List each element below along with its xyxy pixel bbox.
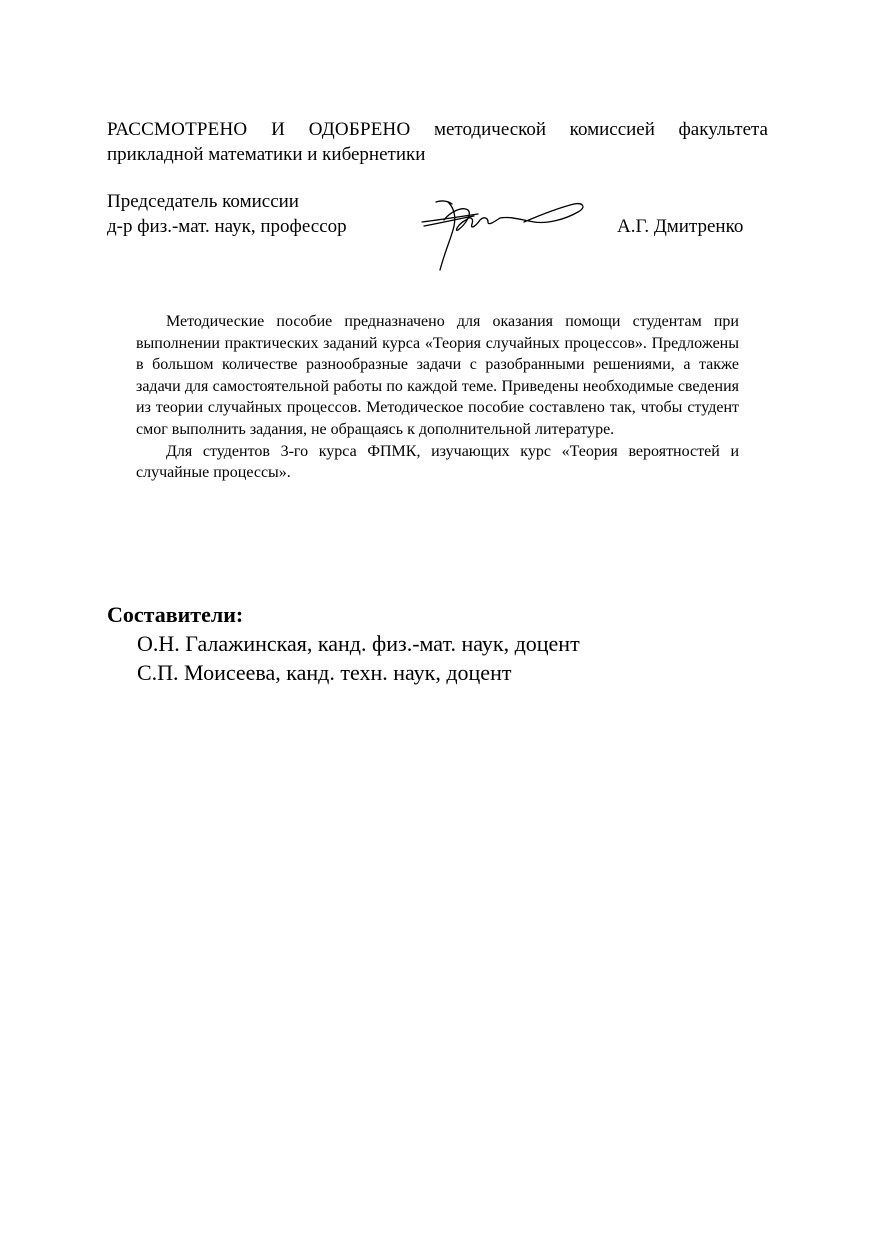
abstract-audience: Для студентов 3-го курса ФПМК, изучающих курс «Теория вероятностей и случайные процессы». <box>136 442 739 482</box>
compilers-title: Составители: <box>107 602 244 627</box>
approval-rest: методической комиссией факультета прикладной математики и кибернетики <box>107 119 768 165</box>
compiler-entry: С.П. Моисеева, канд. техн. наук, доцент <box>137 660 512 685</box>
abstract-paragraph: Методические пособие предназначено для оказания помощи студентам при выполнении практических заданий курса «Теория случайных процессов». Предложены в большом количестве разнообразные задачи с разобранными решениями, а также задачи для самостоятельной работы по каждой теме. Приведены необходимые сведения из теории случайных процессов. Методическое пособие составлено так, чтобы студент смог выполнить задания, не обращаясь к дополнительной литературе. <box>136 313 739 438</box>
commission-chair-block <box>107 189 347 239</box>
approval-caps: РАССМОТРЕНО И ОДОБРЕНО <box>107 119 411 140</box>
compilers-section <box>107 601 580 687</box>
compiler-entry: О.Н. Галажинская, канд. физ.-мат. наук, доцент <box>137 631 580 656</box>
chair-name: А.Г. Дмитренко <box>617 216 744 237</box>
abstract <box>136 311 739 484</box>
chair-degree: д-р физ.-мат. наук, профессор <box>107 216 347 237</box>
chair-title: Председатель комиссии <box>107 191 299 212</box>
approval-statement <box>107 117 768 167</box>
handwritten-signature <box>418 190 588 276</box>
